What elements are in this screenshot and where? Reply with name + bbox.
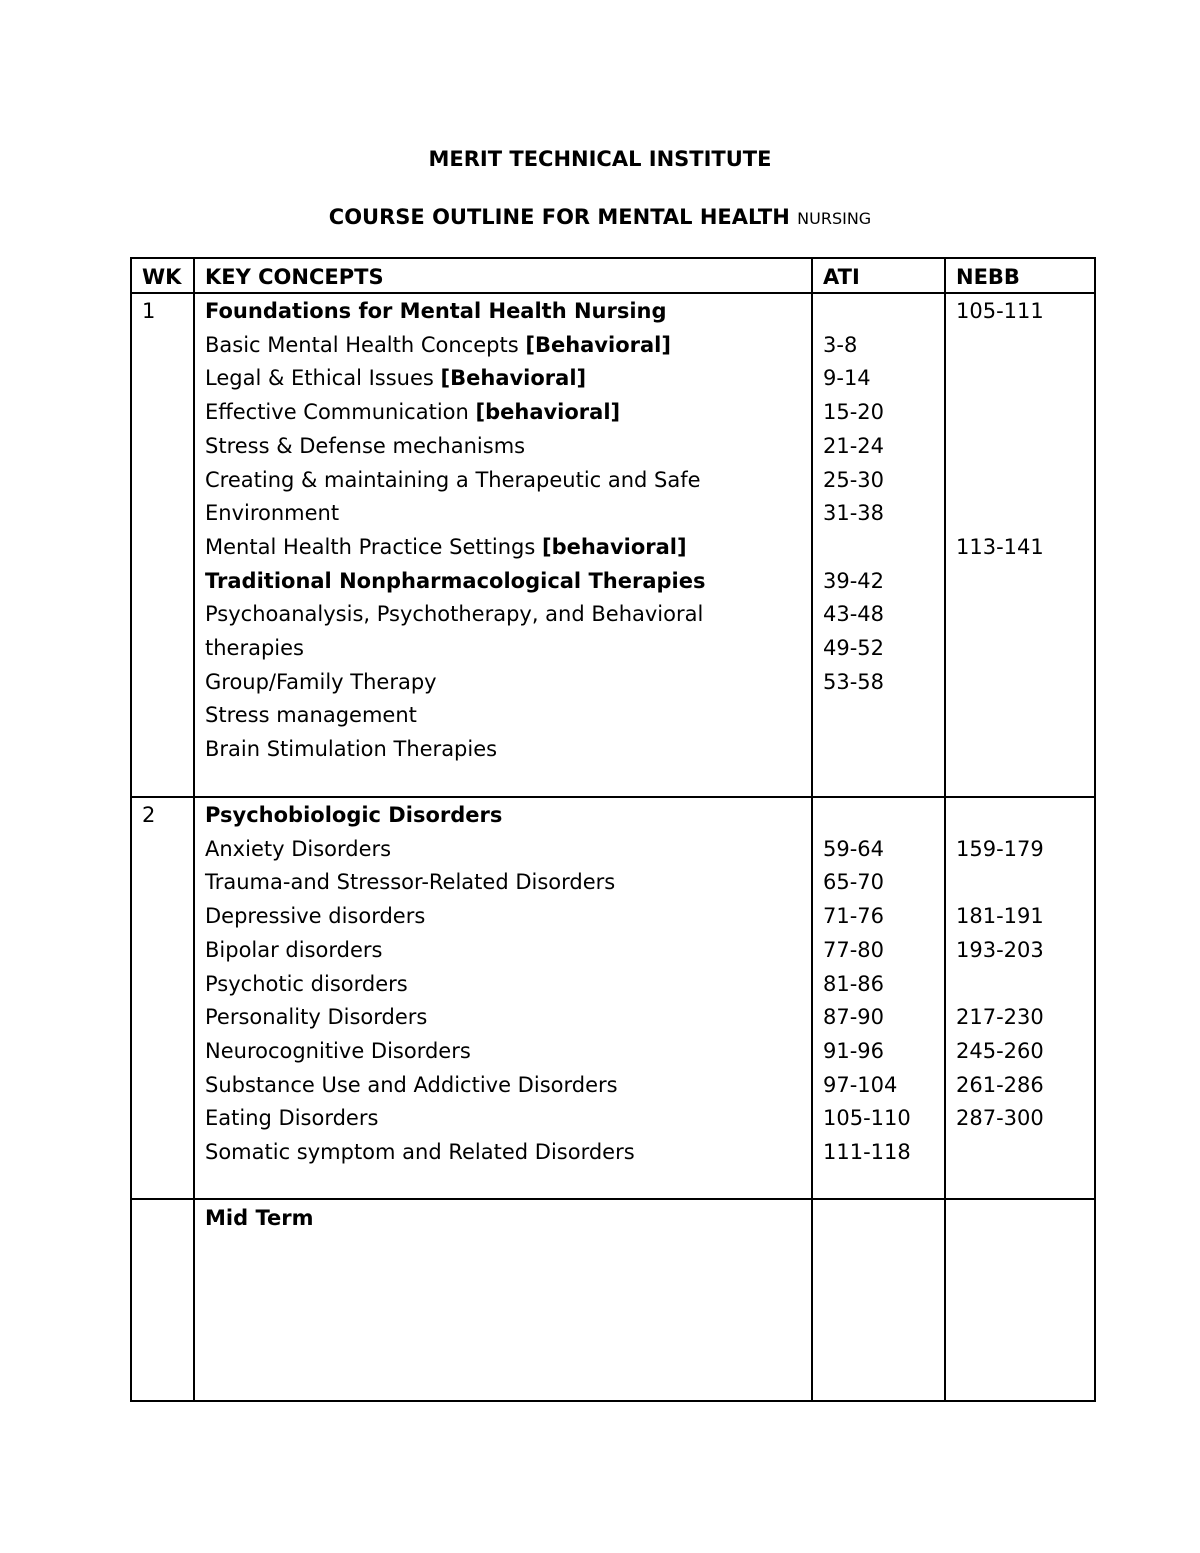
ati-pages: 43-48 bbox=[823, 602, 885, 627]
concept-text-pre: Basic Mental Health Concepts bbox=[205, 332, 526, 357]
concept-item bbox=[205, 967, 408, 1001]
concept-text-pre: Psychotic disorders bbox=[205, 971, 408, 996]
concept-item bbox=[205, 496, 339, 530]
concept-item bbox=[205, 865, 615, 899]
concept-item bbox=[205, 361, 586, 395]
ati-pages: 15-20 bbox=[823, 400, 885, 425]
nebb-pages: 113-141 bbox=[956, 534, 1044, 559]
week1-week-number: 1 bbox=[142, 299, 156, 323]
nebb-pages: 287-300 bbox=[956, 1106, 1044, 1131]
column-header-nebb: NEBB bbox=[956, 265, 1020, 289]
ati-pages: 111-118 bbox=[823, 1140, 911, 1164]
concept-item bbox=[205, 1101, 378, 1135]
week2-week-number: 2 bbox=[142, 803, 156, 827]
ati-pages: 21-24 bbox=[823, 433, 885, 458]
column-header-key-concepts: KEY CONCEPTS bbox=[205, 265, 384, 289]
concepts-column-divider bbox=[811, 257, 813, 1402]
concept-text-pre: Neurocognitive Disorders bbox=[205, 1038, 471, 1063]
concept-text-bold: [Behavioral] bbox=[525, 332, 671, 357]
concept-text-pre: Bipolar disorders bbox=[205, 937, 383, 962]
concept-text-pre: Environment bbox=[205, 501, 340, 526]
course-outline-title-main: COURSE OUTLINE FOR MENTAL HEALTH bbox=[328, 205, 790, 229]
midterm-label: Mid Term bbox=[205, 1206, 314, 1230]
concept-text-bold: [Behavioral] bbox=[440, 366, 587, 391]
concept-item bbox=[205, 832, 391, 866]
course-outline-title bbox=[0, 204, 1200, 232]
concept-item bbox=[205, 1034, 471, 1068]
concept-item bbox=[205, 631, 304, 665]
concept-text-bold: [behavioral] bbox=[475, 400, 621, 425]
concept-item bbox=[205, 1068, 618, 1102]
ati-pages: 91-96 bbox=[823, 1038, 885, 1063]
concept-text-pre: Trauma-and Stressor-Related Disorders bbox=[205, 870, 616, 895]
table-border-bottom bbox=[130, 1400, 1096, 1402]
concept-item bbox=[205, 328, 671, 362]
week2-row-divider bbox=[130, 1198, 1096, 1200]
concept-item bbox=[205, 294, 667, 328]
concept-text-pre: Eating Disorders bbox=[205, 1106, 379, 1131]
concept-item bbox=[205, 530, 687, 564]
concept-item bbox=[205, 1000, 427, 1034]
ati-pages: 71-76 bbox=[823, 904, 885, 929]
table-border-right bbox=[1094, 257, 1096, 1402]
concept-item bbox=[205, 597, 703, 631]
nebb-pages: 217-230 bbox=[956, 1005, 1044, 1030]
concept-item bbox=[205, 798, 502, 832]
concept-text-pre: Stress management bbox=[205, 703, 417, 728]
column-header-wk: WK bbox=[142, 265, 182, 289]
concept-item bbox=[205, 564, 705, 598]
concept-text-pre: Group/Family Therapy bbox=[205, 669, 437, 694]
column-header-ati: ATI bbox=[823, 265, 860, 289]
ati-pages: 9-14 bbox=[823, 366, 871, 391]
table-border-top bbox=[130, 257, 1096, 259]
ati-pages: 105-110 bbox=[823, 1106, 911, 1131]
nebb-pages: 159-179 bbox=[956, 836, 1044, 861]
nebb-pages: 181-191 bbox=[956, 904, 1044, 929]
ati-pages: 49-52 bbox=[823, 636, 885, 660]
concept-text-pre: Legal & Ethical Issues bbox=[205, 366, 441, 391]
concept-item bbox=[205, 429, 525, 463]
concept-text-bold: Foundations for Mental Health Nursing bbox=[205, 299, 667, 323]
concept-text-pre: Effective Communication bbox=[205, 400, 476, 425]
ati-pages: 3-8 bbox=[823, 332, 858, 357]
concept-item bbox=[205, 395, 620, 429]
concept-item bbox=[205, 463, 701, 497]
course-outline-title-suffix: NURSING bbox=[797, 209, 872, 228]
wk-column-divider bbox=[193, 257, 195, 1402]
ati-pages: 53-58 bbox=[823, 669, 885, 694]
ati-pages: 65-70 bbox=[823, 870, 885, 895]
ati-pages: 31-38 bbox=[823, 501, 885, 526]
ati-pages: 97-104 bbox=[823, 1072, 898, 1097]
ati-pages: 39-42 bbox=[823, 568, 885, 593]
concept-item bbox=[205, 933, 382, 967]
ati-column-divider bbox=[944, 257, 946, 1402]
nebb-pages: 193-203 bbox=[956, 937, 1044, 962]
concept-text-pre: Depressive disorders bbox=[205, 904, 426, 929]
concept-text-pre: Creating & maintaining a Therapeutic and Safe bbox=[205, 467, 701, 492]
nebb-pages: 261-286 bbox=[956, 1072, 1044, 1097]
concept-text-bold: Traditional Nonpharmacological Therapies bbox=[205, 568, 706, 593]
table-border-left bbox=[130, 257, 132, 1402]
concept-item bbox=[205, 698, 417, 732]
nebb-pages: 245-260 bbox=[956, 1038, 1044, 1063]
concept-text-pre: Personality Disorders bbox=[205, 1005, 428, 1030]
ati-pages: 59-64 bbox=[823, 836, 885, 861]
concept-text-pre: Brain Stimulation Therapies bbox=[205, 737, 498, 762]
concept-item bbox=[205, 1135, 635, 1169]
concept-text-pre: Substance Use and Addictive Disorders bbox=[205, 1072, 618, 1097]
concept-text-pre: Somatic symptom and Related Disorders bbox=[205, 1140, 635, 1164]
ati-pages: 25-30 bbox=[823, 467, 885, 492]
institute-title: MERIT TECHNICAL INSTITUTE bbox=[428, 147, 772, 171]
concept-text-bold: [behavioral] bbox=[541, 534, 687, 559]
concept-item bbox=[205, 899, 425, 933]
concept-text-pre: Stress & Defense mechanisms bbox=[205, 433, 526, 458]
ati-pages: 81-86 bbox=[823, 971, 885, 996]
concept-text-pre: Mental Health Practice Settings bbox=[205, 534, 542, 559]
concept-text-pre: Psychoanalysis, Psychotherapy, and Behavioral bbox=[205, 602, 704, 627]
nebb-pages: 105-111 bbox=[956, 299, 1044, 323]
ati-pages: 77-80 bbox=[823, 937, 885, 962]
concept-text-pre: Anxiety Disorders bbox=[205, 836, 392, 861]
concept-text-bold: Psychobiologic Disorders bbox=[205, 803, 503, 827]
concept-item bbox=[205, 665, 437, 699]
concept-item bbox=[205, 732, 497, 766]
concept-text-pre: therapies bbox=[205, 636, 304, 660]
ati-pages: 87-90 bbox=[823, 1005, 885, 1030]
